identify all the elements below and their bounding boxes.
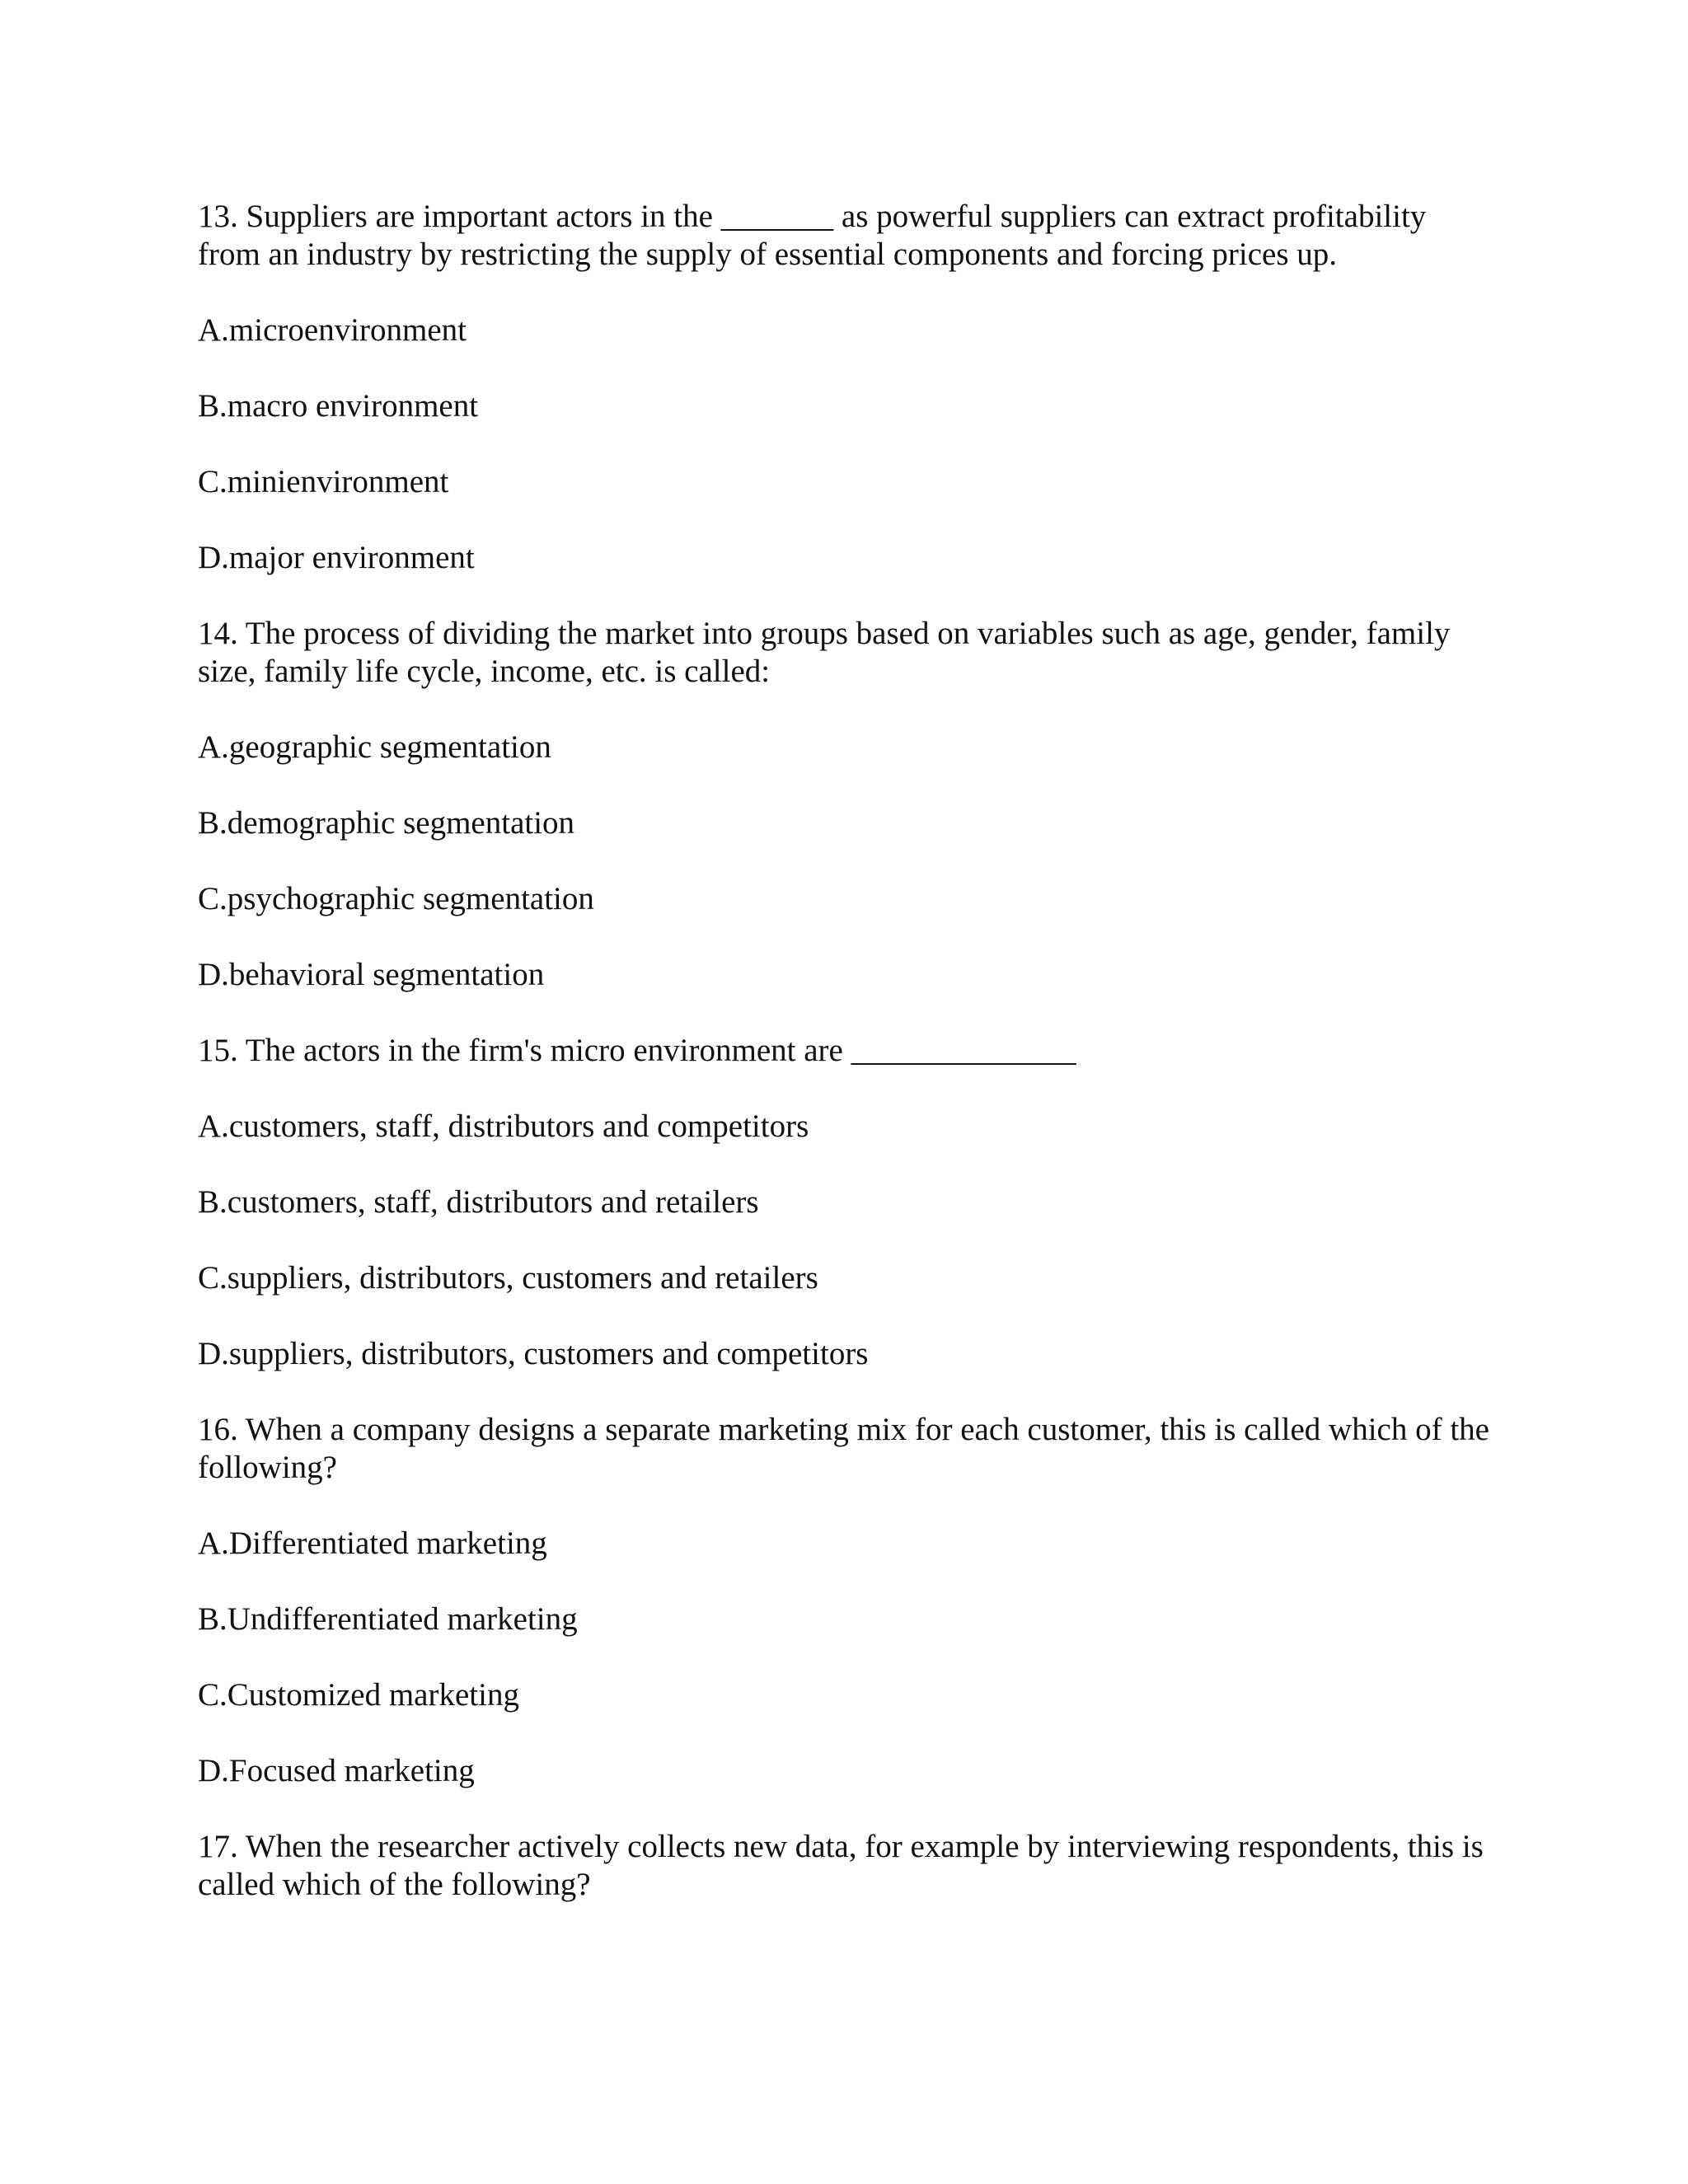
question-15-stem: 15. The actors in the firm's micro environment are ______________ [198, 1033, 1076, 1068]
question-block [198, 1411, 1498, 1790]
question-15-option-b: B.customers, staff, distributors and retailers [198, 1184, 759, 1220]
question-14-option-c: C.psychographic segmentation [198, 881, 594, 916]
question-16-option-b: B.Undifferentiated marketing [198, 1601, 578, 1637]
question-block [198, 1828, 1492, 1904]
question-14-stem: 14. The process of dividing the market into groups based on variables such as age, gender, family size, family life cycle, income, etc. is called: [198, 616, 1459, 689]
question-13-option-a: A.microenvironment [198, 312, 467, 348]
question-16-stem: 16. When a company designs a separate marketing mix for each customer, this is called which of the following? [198, 1412, 1498, 1485]
question-13-option-b: B.macro environment [198, 388, 479, 424]
question-16-option-d: D.Focused marketing [198, 1753, 475, 1788]
page-content [198, 198, 1498, 1942]
question-13-option-c: C.minienvironment [198, 464, 449, 499]
question-16-option-c: C.Customized marketing [198, 1677, 519, 1713]
question-14-option-a: A.geographic segmentation [198, 729, 551, 765]
question-block [198, 1032, 1492, 1373]
question-17-stem: 17. When the researcher actively collects new data, for example by interviewing respondents, this is called which of the following? [198, 1829, 1492, 1902]
question-14-option-b: B.demographic segmentation [198, 805, 575, 841]
question-15-option-c: C.suppliers, distributors, customers and retailers [198, 1260, 818, 1296]
question-15-option-a: A.customers, staff, distributors and competitors [198, 1108, 809, 1144]
question-15-option-d: D.suppliers, distributors, customers and competitors [198, 1336, 869, 1371]
question-block [198, 615, 1492, 994]
question-14-option-d: D.behavioral segmentation [198, 957, 545, 992]
question-13-option-d: D.major environment [198, 540, 475, 575]
question-block [198, 198, 1492, 577]
question-16-option-a: A.Differentiated marketing [198, 1526, 547, 1561]
question-13-stem: 13. Suppliers are important actors in the _______ as powerful suppliers can extract profitability from an industry by restricting the supply of essential components and forcing prices up. [198, 199, 1435, 272]
